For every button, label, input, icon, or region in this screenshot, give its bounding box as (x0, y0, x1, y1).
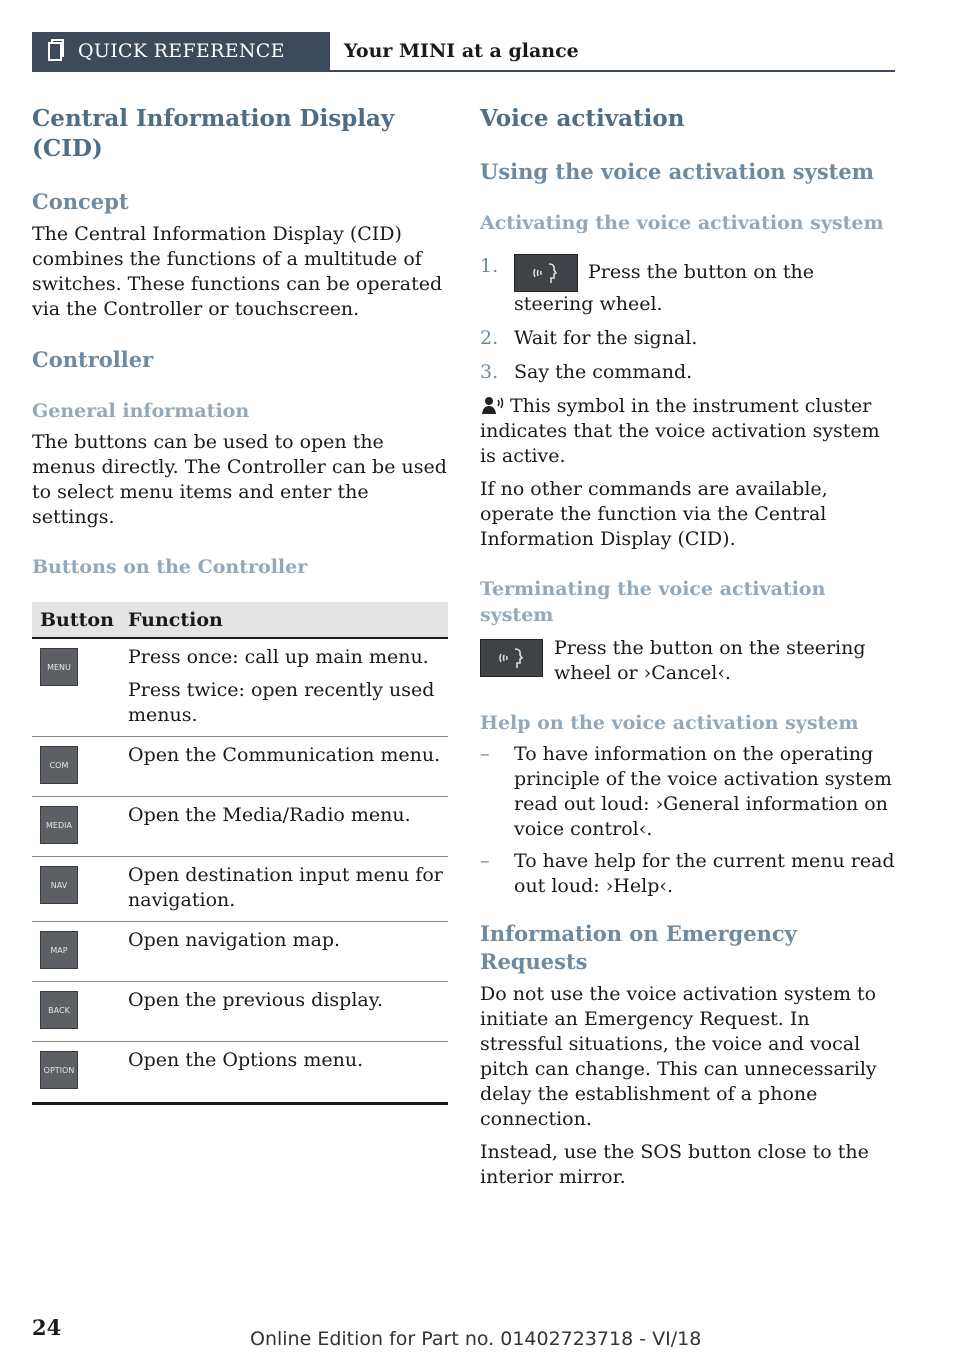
nav-button-icon: NAV (40, 866, 78, 904)
left-column (32, 104, 448, 1105)
section-tab (32, 32, 330, 70)
step-number: 1. (480, 255, 499, 277)
table-row (32, 982, 448, 1042)
table-row (32, 797, 448, 857)
edition-footer: Online Edition for Part no. 01402723718 - VI/18 (250, 1328, 702, 1350)
heading-activating-voice: Activating the voice activation system (480, 212, 884, 234)
book-icon (32, 32, 78, 70)
menu-button-icon: MENU (40, 648, 78, 686)
page-header (32, 32, 895, 72)
voice-activation-icon (480, 639, 543, 677)
map-button-icon: MAP (40, 931, 78, 969)
voice-symbol-icon (480, 395, 506, 415)
page-number: 24 (32, 1315, 62, 1340)
help-list (480, 742, 896, 899)
voice-activation-icon (514, 254, 578, 292)
table-row (32, 737, 448, 797)
function-text: Open destination input menu for navigation. (128, 864, 443, 911)
voice-symbol-text: This symbol in the instrument cluster indicates that the voice activation system is active. (480, 395, 880, 467)
function-text: Open the Options menu. (128, 1049, 364, 1071)
heading-voice-activation: Voice activation (480, 105, 685, 132)
step-text: Press the button on the steering wheel. (514, 261, 815, 315)
help-item-text: To have information on the operating principle of the voice activation system read out loud: ›General information on voice control‹. (514, 743, 892, 840)
column-header-function: Function (121, 602, 448, 638)
list-item (480, 360, 896, 385)
function-text-secondary: Press twice: open recently used menus. (128, 679, 435, 726)
table-header-row (32, 602, 448, 638)
function-text: Open navigation map. (128, 929, 341, 951)
instead-text: Instead, use the SOS button close to the interior mirror. (480, 1141, 869, 1188)
step-text: Say the command. (514, 361, 693, 383)
activation-steps (480, 254, 896, 385)
list-item (480, 254, 896, 317)
heading-using-voice: Using the voice activation system (480, 159, 874, 184)
table-row (32, 1042, 448, 1104)
heading-help-voice: Help on the voice activation system (480, 712, 859, 734)
heading-terminating-voice: Terminating the voice activation system (480, 578, 826, 626)
list-item (480, 849, 896, 899)
emergency-text: Do not use the voice activation system to initiate an Emergency Request. In stressful situations, the voice and vocal pitch can change. This can unnecessarily delay the establishment of a phone connection. (480, 983, 877, 1130)
function-text: Press once: call up main menu. (128, 646, 429, 668)
right-column (480, 104, 896, 1190)
general-information-text: The buttons can be used to open the menus directly. The Controller can be used to select menu items and enter the settings. (32, 431, 447, 528)
voice-symbol-paragraph (480, 394, 896, 469)
chapter-title: Your MINI at a glance (344, 40, 579, 62)
list-dash: – (480, 743, 490, 765)
com-button-icon: COM (40, 746, 78, 784)
help-item-text: To have help for the current menu read out loud: ›Help‹. (514, 850, 895, 897)
function-text: Open the Communication menu. (128, 744, 441, 766)
concept-text: The Central Information Display (CID) combines the functions of a multitude of switches. These functions can be operated via the Controller or touchscreen. (32, 223, 443, 320)
step-number: 2. (480, 327, 499, 349)
table-row (32, 922, 448, 982)
controller-buttons-table (32, 602, 448, 1105)
step-text: Wait for the signal. (514, 327, 698, 349)
heading-cid: Central Information Display (CID) (32, 105, 395, 162)
list-item (480, 326, 896, 351)
function-text: Open the Media/Radio menu. (128, 804, 411, 826)
option-button-icon: OPTION (40, 1051, 78, 1089)
table-row (32, 857, 448, 922)
terminating-text: Press the button on the steering wheel or ›Cancel‹. (554, 637, 866, 684)
list-dash: – (480, 850, 490, 872)
step-number: 3. (480, 361, 499, 383)
list-item (480, 742, 896, 842)
no-commands-text: If no other commands are available, operate the function via the Central Information Display (CID). (480, 478, 828, 550)
heading-emergency: Information on Emergency Requests (480, 921, 797, 974)
table-row (32, 638, 448, 737)
media-button-icon: MEDIA (40, 806, 78, 844)
section-tab-label: QUICK REFERENCE (78, 40, 285, 62)
heading-buttons-controller: Buttons on the Controller (32, 556, 308, 578)
terminating-row (480, 636, 896, 686)
heading-general-information: General information (32, 400, 250, 422)
heading-controller: Controller (32, 347, 154, 372)
back-button-icon: BACK (40, 991, 78, 1029)
column-header-button: Button (32, 602, 121, 638)
heading-concept: Concept (32, 189, 129, 214)
function-text: Open the previous display. (128, 989, 383, 1011)
